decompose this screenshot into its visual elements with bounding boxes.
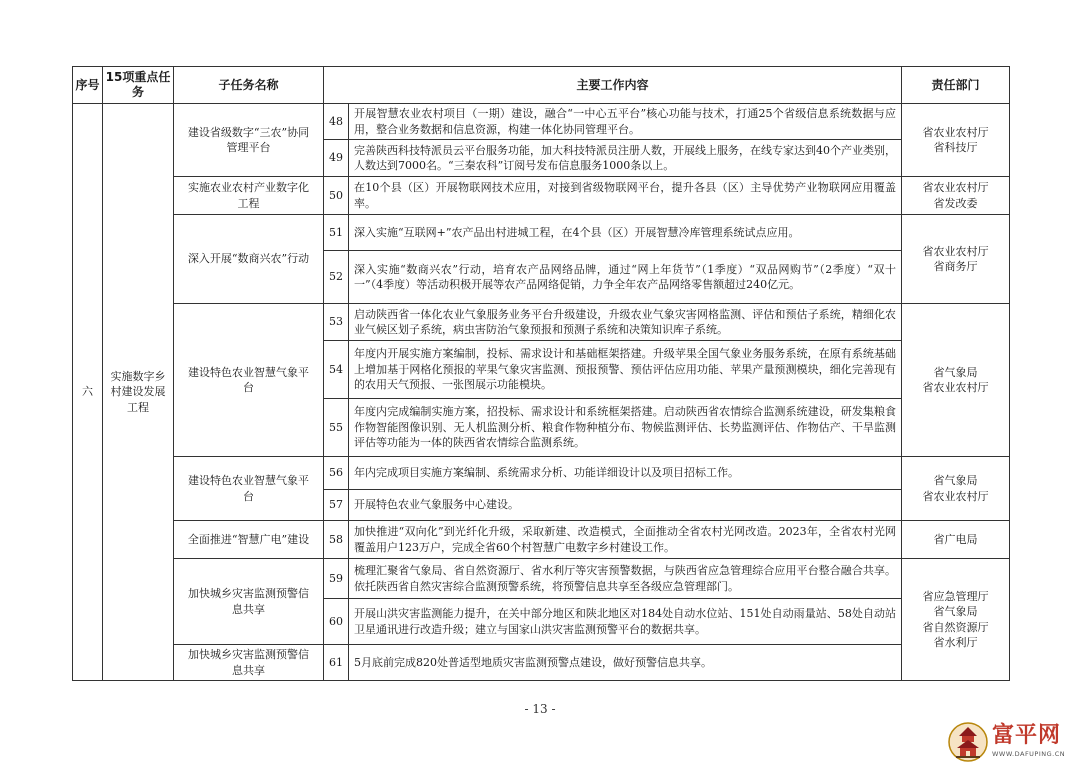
responsible-dept: 省应急管理厅 省气象局 省自然资源厅 省水利厅 xyxy=(902,559,1010,681)
item-content: 开展智慧农业农村项目（一期）建设，融合“一中心五平台”核心功能与技术，打通25个省级信息系统数据与应用，整合业务数据和信息资源，构建一体化协同管理平台。 xyxy=(349,104,902,140)
header-dept: 责任部门 xyxy=(902,67,1010,104)
responsible-dept: 省气象局 省农业农村厅 xyxy=(902,304,1010,457)
responsible-dept: 省农业农村厅 省科技厅 xyxy=(902,104,1010,177)
item-content: 深入实施“互联网+”农产品出村进城工程，在4个县（区）开展智慧冷库管理系统试点应用。 xyxy=(349,215,902,251)
item-number: 54 xyxy=(324,341,349,399)
item-content: 年内完成项目实施方案编制、系统需求分析、功能详细设计以及项目招标工作。 xyxy=(349,457,902,490)
table-row xyxy=(73,215,1010,251)
subtask-name: 实施农业农村产业数字化工程 xyxy=(174,177,324,215)
header-seq: 序号 xyxy=(73,67,103,104)
watermark-url: WWW.DAFUPING.CN xyxy=(992,750,1066,758)
header-content: 主要工作内容 xyxy=(324,67,902,104)
item-number: 61 xyxy=(324,645,349,681)
work-plan-table xyxy=(72,66,1010,681)
item-content: 年度内完成编制实施方案，招投标、需求设计和系统框架搭建。启动陕西省农情综合监测系统建设，研发集粮食作物智能图像识别、无人机监测分析、粮食作物种植分布、物候监测评估、长势监测评估、作物估产、干旱监测评估等功能为一体的陕西省农情综合监测系统。 xyxy=(349,399,902,457)
item-content: 梳理汇聚省气象局、省自然资源厅、省水利厅等灾害预警数据，与陕西省应急管理综合应用平台整合融合共享。依托陕西省自然灾害综合监测预警系统，将预警信息共享至各级应急管理部门。 xyxy=(349,559,902,599)
item-content: 开展特色农业气象服务中心建设。 xyxy=(349,490,902,521)
table-header-row xyxy=(73,67,1010,104)
subtask-name: 建设特色农业智慧气象平台 xyxy=(174,304,324,457)
item-content: 加快推进“双向化”到光纤化升级，采取新建、改造模式，全面推动全省农村光网改造。2023年，全省农村光网覆盖用户123万户，完成全省60个村智慧广电数字乡村建设工作。 xyxy=(349,521,902,559)
table-row xyxy=(73,559,1010,599)
item-content: 深入实施“数商兴农”行动，培育农产品网络品牌，通过“网上年货节”（1季度）“双品网购节”（2季度）“双十一”（4季度）等活动积极开展等农产品网络促销，力争全年农产品网络零售额超过240亿元。 xyxy=(349,251,902,304)
pagoda-icon xyxy=(948,720,988,764)
table-row xyxy=(73,645,1010,681)
item-content: 完善陕西科技特派员云平台服务功能，加大科技特派员注册人数，开展线上服务，在线专家达到40个产业类别，人数达到7000名。“三秦农科”订阅号发布信息服务1000条以上。 xyxy=(349,140,902,177)
item-number: 51 xyxy=(324,215,349,251)
item-number: 52 xyxy=(324,251,349,304)
section-seq: 六 xyxy=(73,104,103,681)
item-number: 48 xyxy=(324,104,349,140)
item-content: 启动陕西省一体化农业气象服务业务平台升级建设，升级农业气象灾害网格监测、评估和预估子系统，精细化农业气候区划子系统，病虫害防治气象预报和预测子系统和决策知识库子系统。 xyxy=(349,304,902,341)
item-content: 开展山洪灾害监测能力提升，在关中部分地区和陕北地区对184处自动水位站、151处自动雨量站、58处自动站卫星通讯进行改造升级；建立与国家山洪灾害监测预警平台的数据共享。 xyxy=(349,599,902,645)
watermark-title: 富平网 xyxy=(992,723,1062,748)
item-number: 55 xyxy=(324,399,349,457)
section-task: 实施数字乡村建设发展工程 xyxy=(103,104,174,681)
table-row xyxy=(73,521,1010,559)
table-row xyxy=(73,457,1010,490)
item-number: 49 xyxy=(324,140,349,177)
table-row xyxy=(73,177,1010,215)
subtask-name: 加快城乡灾害监测预警信息共享 xyxy=(174,559,324,645)
page-number: - 13 - xyxy=(524,702,556,716)
subtask-name: 加快城乡灾害监测预警信息共享 xyxy=(174,645,324,681)
header-subtask: 子任务名称 xyxy=(174,67,324,104)
subtask-name: 建设特色农业智慧气象平台 xyxy=(174,457,324,521)
item-number: 57 xyxy=(324,490,349,521)
item-number: 53 xyxy=(324,304,349,341)
table-row xyxy=(73,304,1010,341)
table-row xyxy=(73,104,1010,140)
subtask-name: 建设省级数字“三农”协同管理平台 xyxy=(174,104,324,177)
item-content: 年度内开展实施方案编制，投标、需求设计和基础框架搭建。升级苹果全国气象业务服务系统，在原有系统基础上增加基于网格化预报的苹果气象灾害监测、预报预警、预估评估应用功能、苹果产量预测模块，细化完善现有的农用天气预报、一张图展示功能模块。 xyxy=(349,341,902,399)
watermark-logo xyxy=(948,718,1080,765)
item-number: 59 xyxy=(324,559,349,599)
responsible-dept: 省农业农村厅 省商务厅 xyxy=(902,215,1010,304)
item-content: 5月底前完成820处普适型地质灾害监测预警点建设，做好预警信息共享。 xyxy=(349,645,902,681)
item-number: 50 xyxy=(324,177,349,215)
subtask-name: 深入开展“数商兴农”行动 xyxy=(174,215,324,304)
responsible-dept: 省农业农村厅 省发改委 xyxy=(902,177,1010,215)
subtask-name: 全面推进“智慧广电”建设 xyxy=(174,521,324,559)
responsible-dept: 省广电局 xyxy=(902,521,1010,559)
header-task: 15项重点任务 xyxy=(103,67,174,104)
item-content: 在10个县（区）开展物联网技术应用，对接到省级物联网平台，提升各县（区）主导优势产业物联网应用覆盖率。 xyxy=(349,177,902,215)
item-number: 60 xyxy=(324,599,349,645)
item-number: 56 xyxy=(324,457,349,490)
item-number: 58 xyxy=(324,521,349,559)
responsible-dept: 省气象局 省农业农村厅 xyxy=(902,457,1010,521)
